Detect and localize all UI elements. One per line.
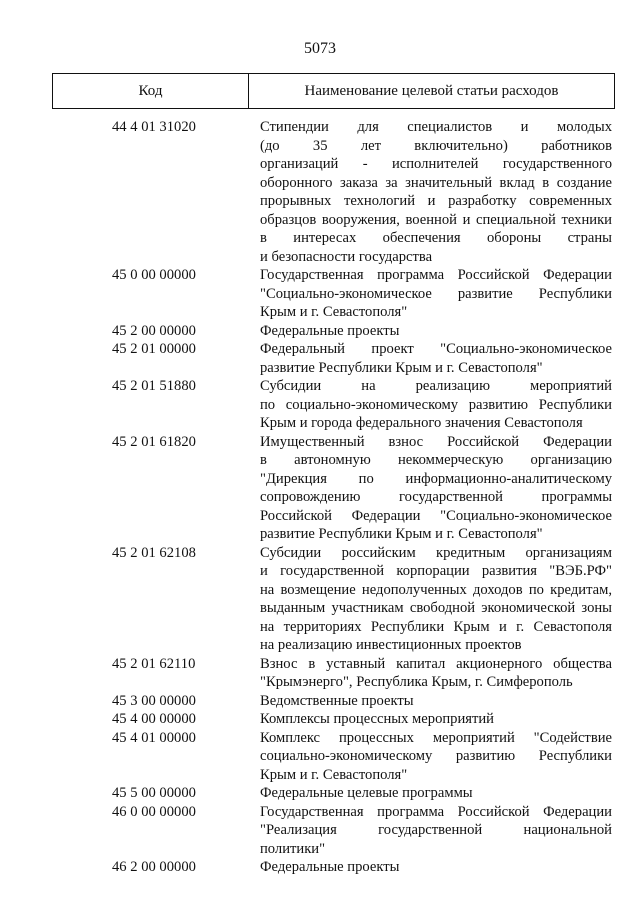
row-code: 46 2 00 00000 (112, 859, 196, 875)
row-name-line: образцов вооружения, военной и специальной техники (260, 211, 612, 228)
row-name-line: на реализацию инвестиционных проектов (260, 637, 522, 653)
row-code: 46 0 00 00000 (112, 803, 196, 820)
table-row (0, 118, 640, 266)
row-name (260, 433, 612, 544)
row-name-line: и государственной корпорации развития "ВЭБ.РФ" (260, 563, 612, 579)
table-row (0, 803, 640, 859)
row-name-line: Федеральные проекты (260, 859, 400, 875)
row-name-line: развитие Республики Крым и г. Севастополя" (260, 359, 543, 376)
table-row (0, 377, 640, 433)
row-name-line: "Крымэнерго", Республика Крым, г. Симферополь (260, 674, 573, 690)
row-name-line: политики" (260, 840, 326, 857)
row-code: 45 4 01 00000 (112, 729, 196, 746)
table-row (0, 784, 640, 803)
row-name (260, 729, 612, 785)
row-name (260, 803, 612, 859)
row-code: 45 2 00 00000 (112, 322, 196, 339)
row-name (260, 692, 612, 711)
table-row (0, 322, 640, 341)
row-name-line: Федеральные проекты (260, 322, 400, 339)
row-name-line: Федеральный проект "Социально-экономическое (260, 341, 612, 357)
row-name-line: Комплексы процессных мероприятий (260, 711, 494, 727)
table-row (0, 729, 640, 785)
row-name-line: в интересах обеспечения обороны страны (260, 230, 612, 246)
row-code: 45 2 01 51880 (112, 378, 196, 394)
row-name-line: Стипендии для специалистов и молодых (260, 119, 612, 135)
table-row (0, 340, 640, 377)
row-name (260, 858, 612, 877)
row-name-line: Комплекс процессных мероприятий "Содействие (260, 729, 612, 746)
row-name (260, 710, 612, 729)
row-name-line: Государственная программа Российской Федерации (260, 267, 612, 283)
row-name-line: Взнос в уставный капитал акционерного общества (260, 655, 612, 672)
row-name (260, 340, 612, 377)
table-header (52, 73, 615, 109)
row-name (260, 377, 612, 433)
row-code: 45 2 01 62110 (112, 655, 196, 672)
table-row (0, 433, 640, 544)
row-name-line: по социально-экономическому развитию Республики (260, 396, 612, 413)
table-row (0, 544, 640, 655)
row-name-line: "Реализация государственной национальной (260, 822, 612, 838)
column-header-code: Код (53, 74, 249, 108)
row-name-line: Крым и города федерального значения Севастополя (260, 415, 583, 431)
table-row (0, 858, 640, 877)
table-row (0, 266, 640, 322)
row-name-line: Государственная программа Российской Федерации (260, 803, 612, 820)
row-name-line: Крым и г. Севастополя" (260, 304, 408, 320)
row-name (260, 784, 612, 803)
row-name-line: Имущественный взнос Российской Федерации (260, 433, 612, 450)
row-code: 45 2 01 62108 (112, 544, 196, 561)
row-code: 45 5 00 00000 (112, 785, 196, 801)
row-name (260, 118, 612, 266)
row-code: 44 4 01 31020 (112, 119, 196, 135)
row-name-line: "Социально-экономическое развитие Республики (260, 285, 612, 302)
row-name-line: Субсидии на реализацию мероприятий (260, 378, 612, 394)
row-code: 45 0 00 00000 (112, 267, 196, 283)
row-name (260, 266, 612, 322)
row-name-line: оборонного заказа за значительный вклад в создание (260, 174, 612, 191)
column-header-name: Наименование целевой статьи расходов (304, 82, 559, 99)
row-code: 45 2 01 00000 (112, 341, 196, 357)
row-code: 45 4 00 00000 (112, 711, 196, 727)
row-name-line: "Дирекция по информационно-аналитическому (260, 470, 612, 487)
row-code: 45 2 01 61820 (112, 433, 196, 450)
row-name-line: Субсидии российским кредитным организациям (260, 544, 612, 561)
row-name-line: на возмещение недополученных доходов по кредитам, (260, 581, 612, 598)
row-name-line: сопровождению государственной программы (260, 489, 612, 505)
page-number: 5073 (304, 40, 336, 57)
row-name-line: в автономную некоммерческую организацию (260, 452, 612, 468)
row-name-line: Российской Федерации "Социально-экономическое (260, 507, 612, 524)
row-name-line: Крым и г. Севастополя" (260, 766, 408, 783)
table-row (0, 692, 640, 711)
row-name (260, 544, 612, 655)
table-body (0, 118, 640, 877)
table-row (0, 710, 640, 729)
row-name-line: Ведомственные проекты (260, 692, 414, 709)
row-name-line: (до 35 лет включительно) работников (260, 137, 612, 154)
row-name-line: развитие Республики Крым и г. Севастополя" (260, 526, 543, 542)
row-name (260, 655, 612, 692)
row-name-line: социально-экономическому развитию Республики (260, 748, 612, 764)
row-name-line: организаций - исполнителей государственного (260, 156, 612, 172)
row-name (260, 322, 612, 341)
row-name-line: и безопасности государства (260, 248, 433, 265)
table-row (0, 655, 640, 692)
row-name-line: Федеральные целевые программы (260, 785, 473, 801)
row-name-line: выданным участникам свободной экономической зоны (260, 600, 612, 616)
row-name-line: прорывных технологий и разработку современных (260, 193, 612, 209)
row-name-line: на территориях Республики Крым и г. Севастополя (260, 618, 612, 635)
row-code: 45 3 00 00000 (112, 692, 196, 709)
